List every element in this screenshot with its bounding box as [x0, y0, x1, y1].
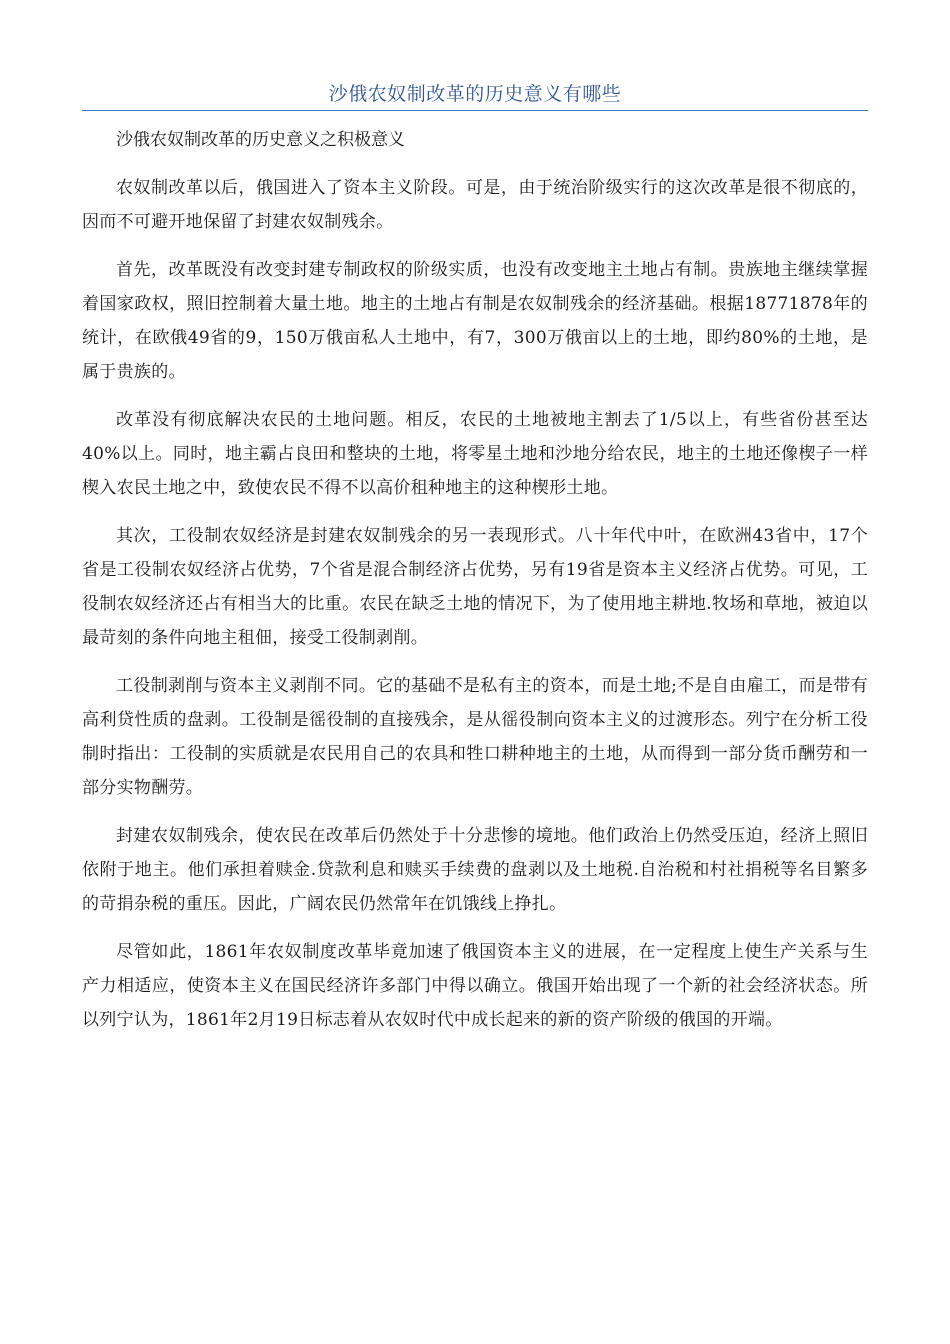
document-body	[82, 124, 868, 1037]
section-heading: 沙俄农奴制改革的历史意义之积极意义	[116, 130, 405, 150]
paragraph: 工役制剥削与资本主义剥削不同。它的基础不是私有主的资本，而是土地;不是自由雇工，而是带有高利贷性质的盘剥。工役制是徭役制的直接残余，是从徭役制向资本主义的过渡形态。列宁在分析工役制时指出：工役制的实质就是农民用自己的农具和牲口耕种地主的土地，从而得到一部分货币酬劳和一部分实物酬劳。	[82, 676, 868, 798]
paragraph: 尽管如此，1861年农奴制度改革毕竟加速了俄国资本主义的进展，在一定程度上使生产关系与生产力相适应，使资本主义在国民经济许多部门中得以确立。俄国开始出现了一个新的社会经济状态。所以列宁认为，1861年2月19日标志着从农奴时代中成长起来的新的资产阶级的俄国的开端。	[82, 942, 868, 1030]
title-divider	[82, 110, 868, 111]
document-title: 沙俄农奴制改革的历史意义有哪些	[328, 83, 622, 105]
paragraph: 农奴制改革以后，俄国进入了资本主义阶段。可是，由于统治阶级实行的这次改革是很不彻底的，因而不可避开地保留了封建农奴制残余。	[82, 178, 868, 232]
paragraph: 首先，改革既没有改变封建专制政权的阶级实质，也没有改变地主土地占有制。贵族地主继续掌握着国家政权，照旧控制着大量土地。地主的土地占有制是农奴制残余的经济基础。根据18771878年的统计，在欧俄49省的9，150万俄亩私人土地中，有7，300万俄亩以上的土地，即约80%的土地，是属于贵族的。	[82, 260, 868, 382]
paragraph: 封建农奴制残余，使农民在改革后仍然处于十分悲惨的境地。他们政治上仍然受压迫，经济上照旧依附于地主。他们承担着赎金.贷款利息和赎买手续费的盘剥以及土地税.自治税和村社捐税等名目繁多的苛捐杂税的重压。因此，广阔农民仍然常年在饥饿线上挣扎。	[82, 826, 868, 914]
paragraph: 其次，工役制农奴经济是封建农奴制残余的另一表现形式。八十年代中叶，在欧洲43省中，17个省是工役制农奴经济占优势，7个省是混合制经济占优势，另有19省是资本主义经济占优势。可见，工役制农奴经济还占有相当大的比重。农民在缺乏土地的情况下，为了使用地主耕地.牧场和草地，被迫以最苛刻的条件向地主租佃，接受工役制剥削。	[82, 526, 868, 648]
paragraph: 改革没有彻底解决农民的土地问题。相反，农民的土地被地主割去了1/5以上，有些省份甚至达40%以上。同时，地主霸占良田和整块的土地，将零星土地和沙地分给农民，地主的土地还像楔子一样楔入农民土地之中，致使农民不得不以高价租种地主的这种楔形土地。	[82, 410, 868, 498]
